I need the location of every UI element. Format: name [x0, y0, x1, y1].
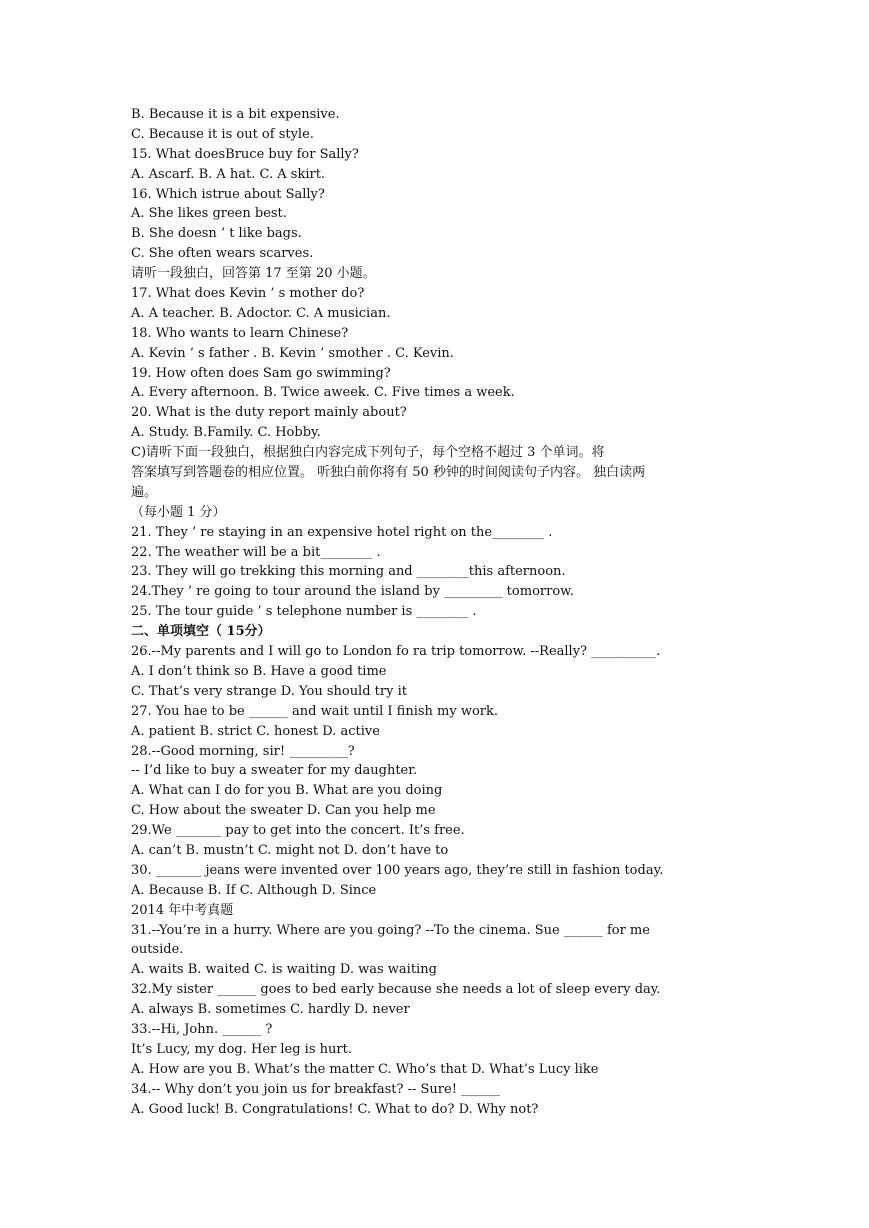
section-instruction: 请听一段独白，回答第 17 至第 20 小题。 — [131, 266, 376, 282]
source-note: 2014 年中考真题 — [131, 902, 234, 918]
question-25: 25. The tour guide ’ s telephone number is ________ . — [131, 604, 477, 620]
options-28: A. What can I do for you B. What are you doing — [131, 783, 443, 799]
question-18: 18. Who wants to learn Chinese? — [131, 325, 349, 341]
options-28: C. How about the sweater D. Can you help me — [131, 803, 436, 819]
question-29: 29.We _______ pay to get into the concert. It’s free. — [131, 823, 465, 839]
section-instruction: C)请听下面一段独白，根据独白内容完成下列句子，每个空格不超过 3 个单词。将 — [131, 445, 605, 461]
question-27: 27. You hae to be ______ and wait until I finish my work. — [131, 703, 499, 719]
options-27: A. patient B. strict C. honest D. active — [131, 723, 380, 739]
question-33: It’s Lucy, my dog. Her leg is hurt. — [131, 1041, 352, 1057]
text-line: B. She doesn ’ t like bags. — [131, 226, 302, 242]
question-21: 21. They ’ re staying in an expensive hotel right on the________ . — [131, 524, 553, 540]
question-23: 23. They will go trekking this morning and ________this afternoon. — [131, 564, 566, 580]
question-34: 34.-- Why don’t you join us for breakfast? -- Sure! ______ — [131, 1081, 501, 1097]
question-31: 31.--You’re in a hurry. Where are you going? --To the cinema. Sue ______ for me — [131, 922, 650, 938]
section-instruction: 遍。 — [131, 484, 158, 500]
question-22: 22. The weather will be a bit________ . — [131, 544, 381, 560]
text-line: A. She likes green best. — [131, 206, 287, 222]
options-33: A. How are you B. What’s the matter C. Who’s that D. What’s Lucy like — [131, 1061, 599, 1077]
options-20: A. Study. B.Family. C. Hobby. — [131, 425, 321, 441]
question-17: 17. What does Kevin ’ s mother do? — [131, 286, 365, 302]
question-26: 26.--My parents and I will go to London fo ra trip tomorrow. --Really? __________. — [131, 644, 661, 660]
options-18: A. Kevin ’ s father . B. Kevin ’ smother . C. Kevin. — [131, 345, 454, 361]
question-15: 15. What doesBruce buy for Sally? — [131, 146, 359, 162]
question-30: 30. _______ jeans were invented over 100 years ago, they’re still in fashion today. — [131, 862, 664, 878]
options-32: A. always B. sometimes C. hardly D. never — [131, 1002, 410, 1018]
question-32: 32.My sister ______ goes to bed early because she needs a lot of sleep every day. — [131, 982, 661, 998]
text-line: C. She often wears scarves. — [131, 246, 314, 262]
text-line: C. Because it is out of style. — [131, 126, 314, 142]
question-33: 33.--Hi, John. ______ ? — [131, 1021, 273, 1037]
section-heading: 二、单项填空（ 15分） — [131, 624, 271, 640]
question-16: 16. Which istrue about Sally? — [131, 186, 325, 202]
options-31: A. waits B. waited C. is waiting D. was waiting — [131, 962, 437, 978]
question-28: -- I’d like to buy a sweater for my daughter. — [131, 763, 418, 779]
options-26: C. That’s very strange D. You should try it — [131, 683, 407, 699]
options-29: A. can’t B. mustn’t C. might not D. don’t have to — [131, 842, 449, 858]
question-31: outside. — [131, 942, 184, 958]
question-20: 20. What is the duty report mainly about? — [131, 405, 407, 421]
section-instruction: 答案填写到答题卷的相应位置。 听独白前你将有 50 秒钟的时间阅读句子内容。 独白读两 — [131, 465, 646, 481]
options-30: A. Because B. If C. Although D. Since — [131, 882, 377, 898]
question-28: 28.--Good morning, sir! _________? — [131, 743, 355, 759]
question-24: 24.They ’ re going to tour around the island by _________ tomorrow. — [131, 584, 574, 600]
options-17: A. A teacher. B. Adoctor. C. A musician. — [131, 305, 391, 321]
options-15: A. Ascarf. B. A hat. C. A skirt. — [131, 166, 326, 182]
score-note: （每小题 1 分） — [131, 504, 226, 520]
options-34: A. Good luck! B. Congratulations! C. What to do? D. Why not? — [131, 1101, 539, 1117]
options-26: A. I don’t think so B. Have a good time — [131, 663, 387, 679]
options-19: A. Every afternoon. B. Twice aweek. C. Five times a week. — [131, 385, 515, 401]
question-19: 19. How often does Sam go swimming? — [131, 365, 391, 381]
document-page — [131, 105, 741, 1119]
text-line: B. Because it is a bit expensive. — [131, 107, 340, 122]
